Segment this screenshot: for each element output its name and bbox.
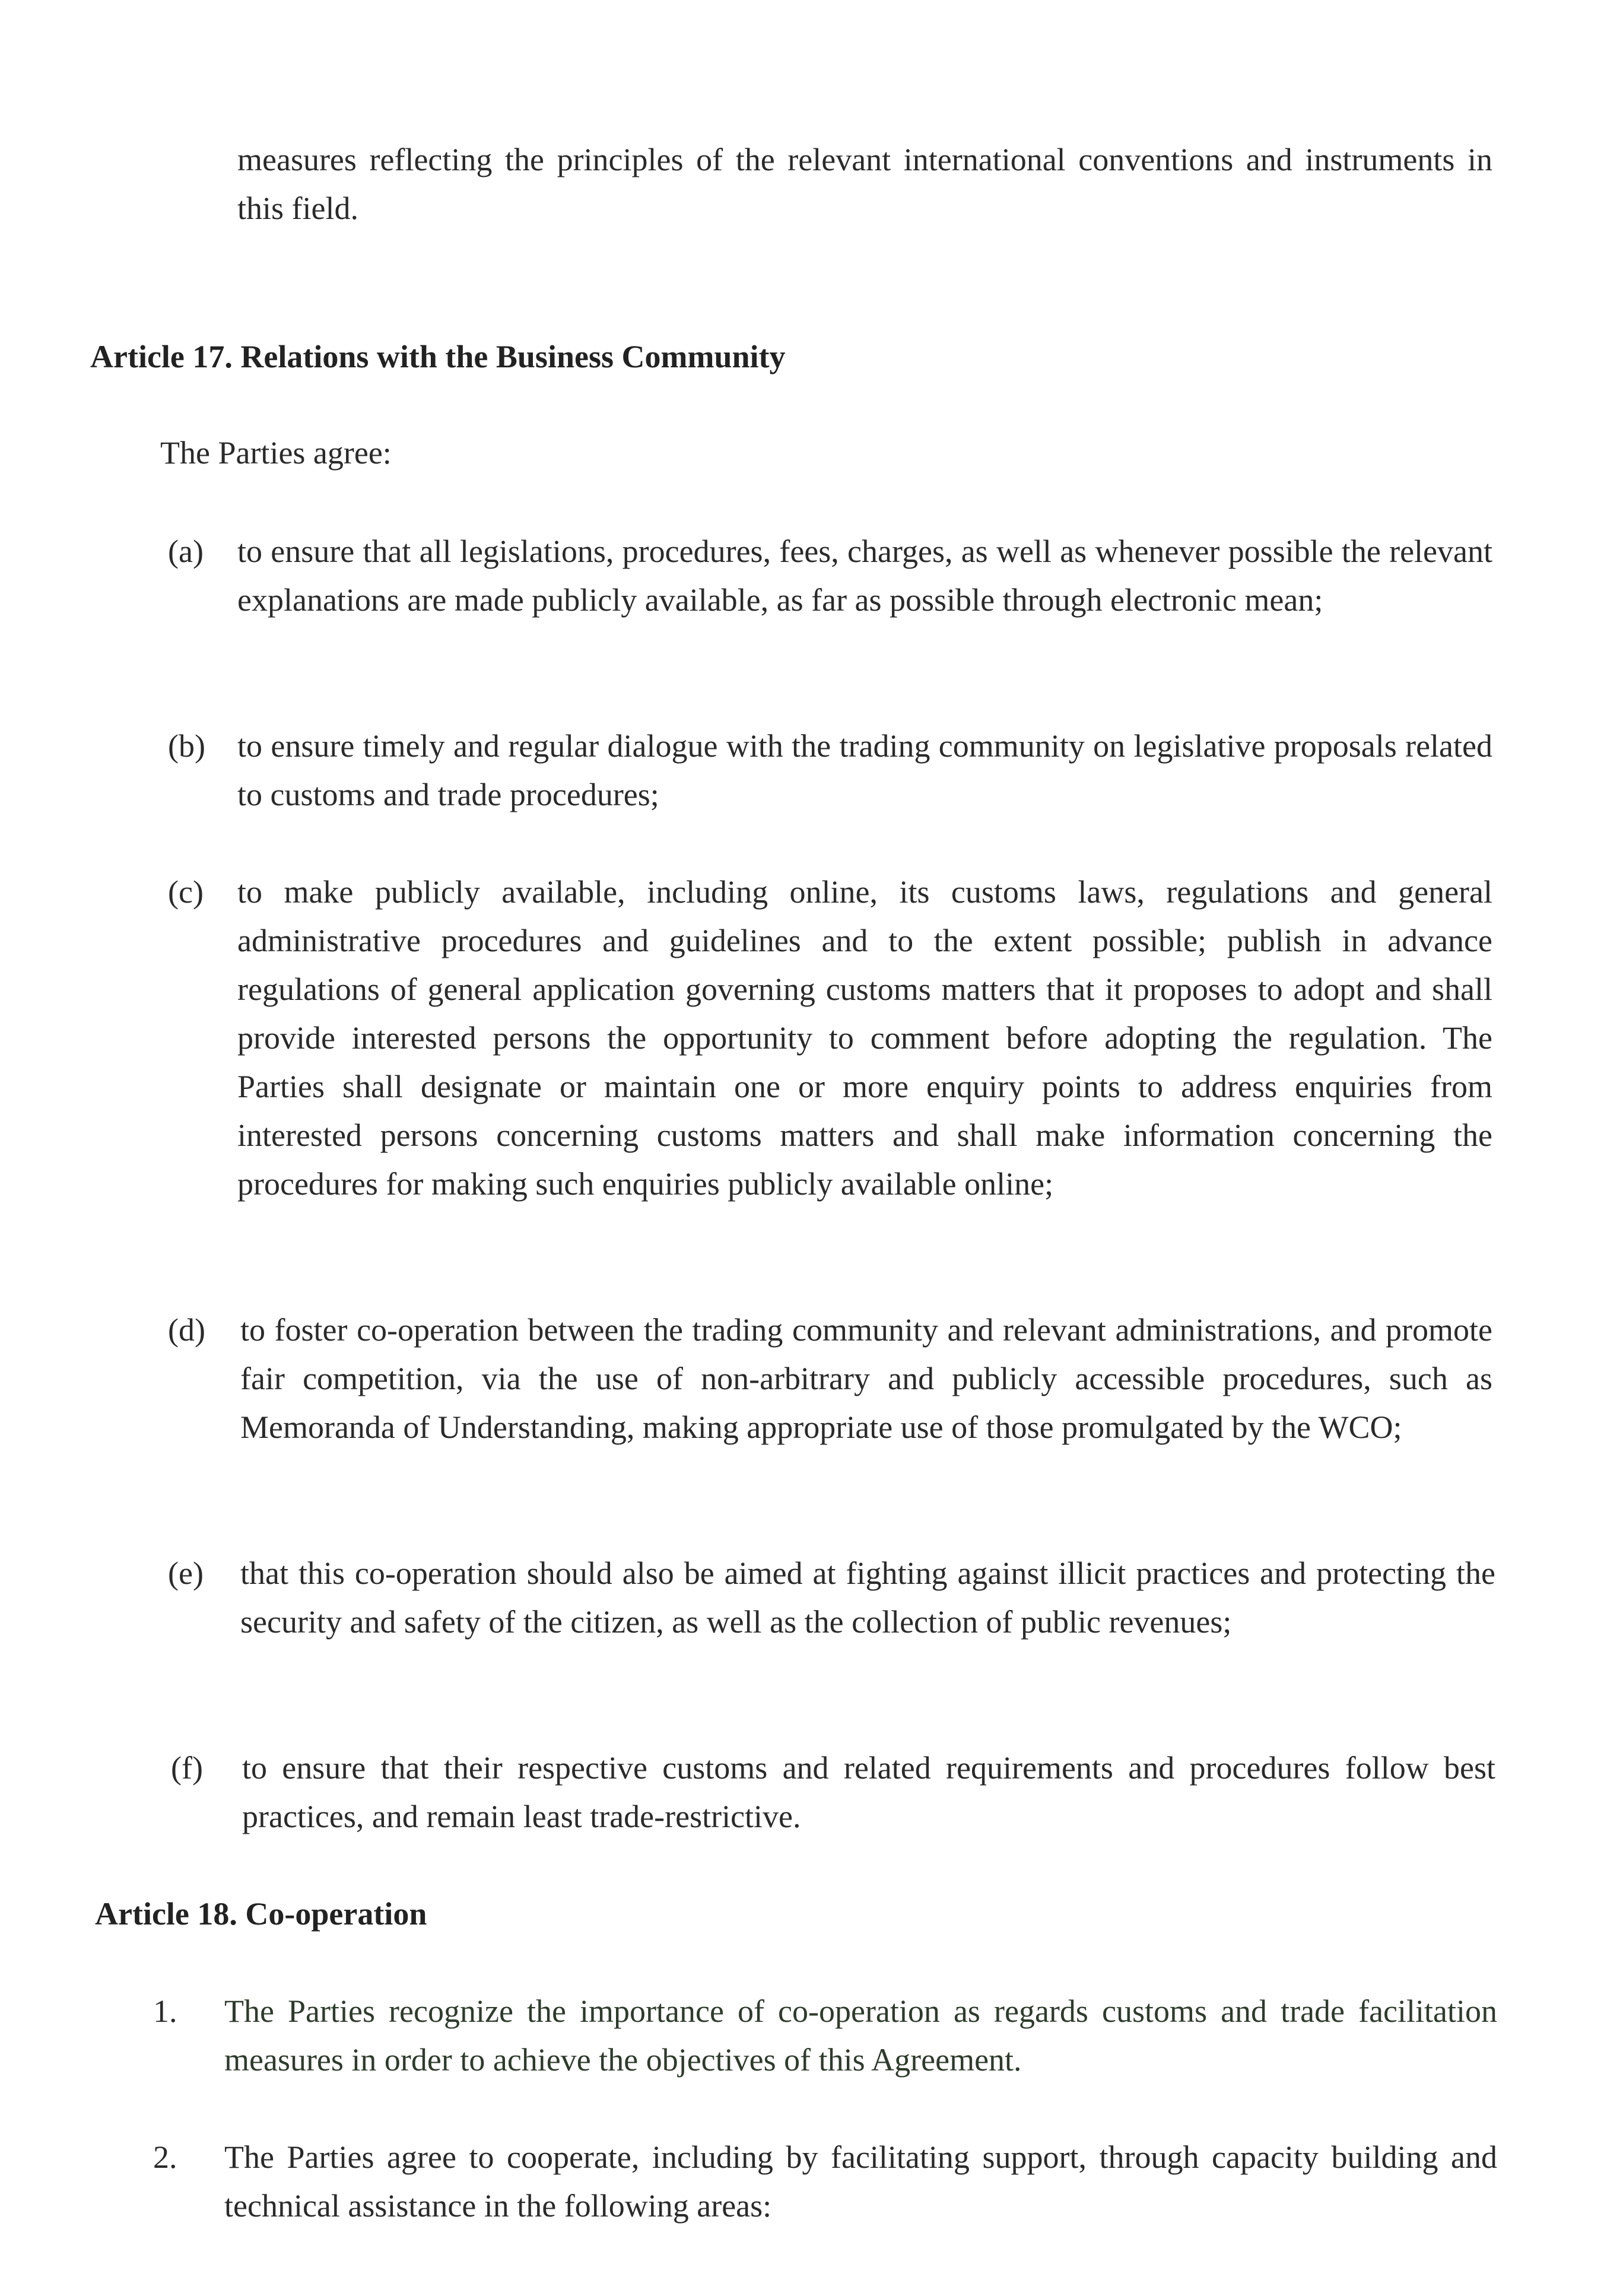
item-a-text: to ensure that all legislations, procedures, fees, charges, as well as whenever possible the relevant explanations are made publicly available, as far as possible through electronic mean; (237, 533, 1492, 618)
continuation-paragraph: measures reflecting the principles of the relevant international conventions and instruments in this field. (237, 142, 1492, 226)
item-a-label: (a) (168, 533, 204, 569)
item-b-text: to ensure timely and regular dialogue with the trading community on legislative proposals related to customs and trade procedures; (237, 728, 1492, 812)
item-f-text: to ensure that their respective customs and related requirements and procedures follow best practices, and remain least trade-restrictive. (242, 1750, 1495, 1834)
article-17-heading: Article 17. Relations with the Business Community (90, 339, 786, 374)
item-c-label: (c) (168, 874, 204, 910)
item-d-label: (d) (168, 1312, 205, 1348)
item-e-text: that this co-operation should also be aimed at fighting against illicit practices and protecting the security and safety of the citizen, as well as the collection of public revenues; (240, 1555, 1495, 1640)
item-1-text: The Parties recognize the importance of co-operation as regards customs and trade facilitation measures in order to achieve the objectives of this Agreement. (224, 1993, 1497, 2078)
article-18-heading: Article 18. Co-operation (95, 1896, 427, 1932)
item-d-text: to foster co-operation between the trading community and relevant administrations, and promote fair competition, via the use of non-arbitrary and publicly accessible procedures, such as Memoranda of Understanding, making appropriate use of those promulgated by the WCO; (240, 1312, 1492, 1445)
item-1-label: 1. (153, 1993, 177, 2029)
item-f-label: (f) (171, 1750, 203, 1786)
article-17-intro: The Parties agree: (160, 435, 392, 471)
item-e-label: (e) (168, 1555, 204, 1591)
item-b-label: (b) (168, 728, 205, 764)
item-2-text: The Parties agree to cooperate, including by facilitating support, through capacity building and technical assistance in the following areas: (224, 2139, 1497, 2224)
item-2-label: 2. (153, 2139, 177, 2175)
item-c-text: to make publicly available, including online, its customs laws, regulations and general administrative procedures and guidelines and to the extent possible; publish in advance regulations of general application governing customs matters that it proposes to adopt and shall provide interested persons the opportunity to comment before adopting the regulation. The Parties shall designate or maintain one or more enquiry points to address enquiries from interested persons concerning customs matters and shall make information concerning the procedures for making such enquiries publicly available online; (237, 874, 1492, 1202)
